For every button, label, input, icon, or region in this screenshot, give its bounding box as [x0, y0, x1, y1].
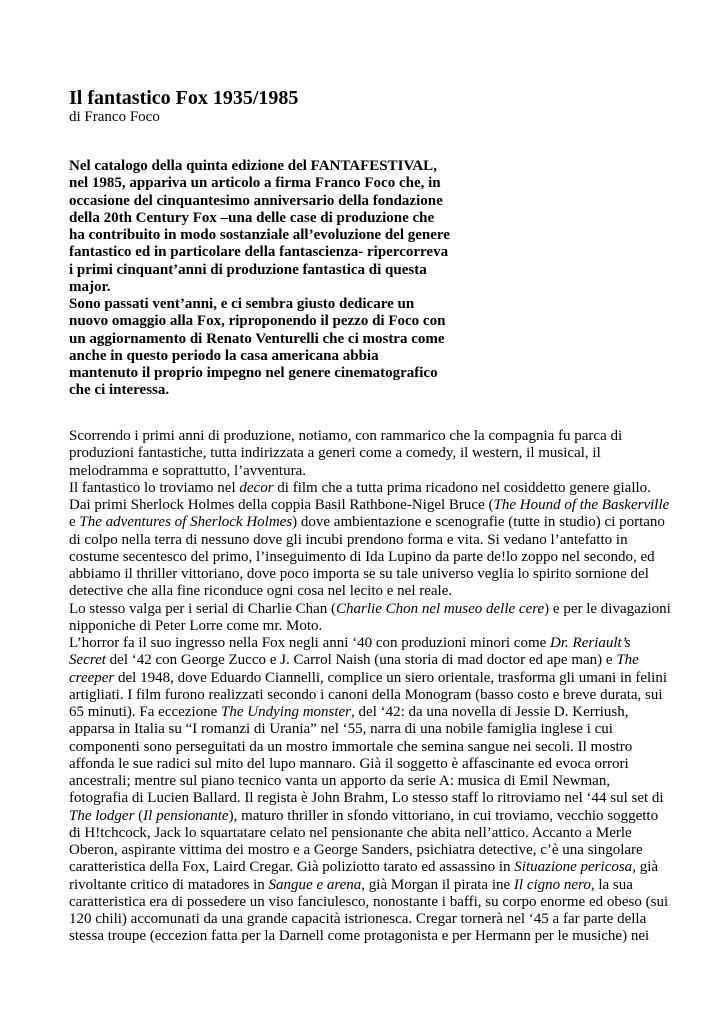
body-line [69, 497, 669, 514]
body-line [69, 790, 669, 807]
body-line [69, 618, 669, 635]
body-text-run: abbiamo il thriller vittoriano, dove poco importa se su tale universo veglia lo spirito sornione del [69, 566, 649, 582]
body-line [69, 859, 669, 876]
body-text-run: ancestrali; mentre sul piano tecnico vanta un apporto da serie A: musica di Emil Newman, [69, 773, 611, 789]
body-line [69, 583, 669, 600]
body-text-run: ) e per le divagazioni [544, 600, 671, 617]
body-line [69, 739, 669, 756]
italic-title-text: The lodger [69, 807, 135, 824]
body-line [69, 480, 669, 497]
body-line [69, 670, 669, 687]
body-text-run: melodramma e soprattutto, l’avventura. [69, 462, 307, 479]
italic-title-text: Situazione pericosa [514, 859, 633, 876]
body-text-run: fotografia di Lucien Ballard. Il regista è John Brahm, Lo stesso staff lo ritroviamo nel ‘44 sul set di [69, 790, 664, 807]
article-title: Il fantastico Fox 1935/1985 [69, 87, 299, 109]
italic-title-text: The Undying monster [221, 704, 352, 720]
body-line [69, 687, 669, 704]
body-text-run: rivoltante critico di matadores in [69, 876, 269, 893]
italic-title-text: Dr. Reriault’s [550, 635, 631, 651]
body-text-run: , già Morgan il pirata ine [361, 876, 514, 893]
intro-line: ha contribuito in modo sostanziale all’evoluzione del genere [69, 227, 450, 243]
intro-line: che ci interessa. [69, 382, 170, 399]
italic-title-text: Il pensionante [143, 807, 229, 824]
intro-line: nel 1985, appariva un articolo a firma Franco Foco che, in [69, 175, 441, 192]
body-line [69, 532, 669, 549]
body-text-run: 65 minuti). Fa eccezione [69, 704, 222, 720]
body-line [69, 445, 669, 462]
body-line [69, 428, 669, 445]
body-line [69, 652, 669, 669]
body-text-run: di colpo nella terra di nessuno dove gli incubi prendono forma e vita. Si vedano l’antefatto in [69, 531, 628, 548]
body-line [69, 635, 669, 652]
body-text-run: Il fantastico lo troviamo nel [69, 479, 240, 496]
intro-line: Sono passati vent’anni, e ci sembra giusto dedicare un [69, 296, 415, 312]
body-line [69, 566, 669, 583]
body-text-run: stessa troupe (eccezion fatta per la Darnell come protagonista e per Hermann per le musiche) nei [69, 928, 650, 945]
italic-title-text: Il cigno nero [513, 876, 591, 893]
body-text-run: del ‘42 con George Zucco e J. Carrol Naish (una storia di mad doctor ed ape man) e [105, 652, 617, 669]
intro-line: fantastico ed in particolare della fantascienza- ripercorreva [69, 244, 449, 261]
italic-title-text: The Hound of the Baskerville [493, 497, 670, 513]
body-text-run: Dai primi Sherlock Holmes della coppia Basil Rathbone-Nigel Bruce ( [69, 497, 494, 513]
body-text-run: produzioni fantastiche, tutta indirizzata a generi come a comedy, il western, il musical, il [69, 445, 601, 462]
body-text-run: , del ‘42: da una novella di Jessie D. Kerriush, [351, 704, 629, 720]
body-line [69, 773, 669, 790]
body-line [69, 911, 669, 928]
body-line [69, 721, 669, 738]
body-line [69, 756, 669, 773]
intro-line: nuovo omaggio alla Fox, riproponendo il pezzo di Foco con [69, 313, 446, 330]
body-line [69, 601, 669, 618]
body-text-run: Lo stesso valga per i serial di Charlie Chan ( [69, 600, 337, 617]
intro-line: anche in questo periodo la casa americana abbia [69, 347, 379, 364]
body-text-run: ) dove ambientazione e scenografie (tutte in studio) ci portano [292, 514, 665, 531]
intro-line: Nel catalogo della quinta edizione del FANTAFESTIVAL, [69, 158, 437, 174]
intro-paragraph [69, 158, 469, 400]
body-text-run: L’horror fa il suo ingresso nella Fox negli anni ‘40 con produzioni minori come [69, 635, 551, 651]
body-text-run: nipponiche di Peter Lorre come mr. Moto. [69, 617, 323, 634]
intro-line: i primi cinquant’anni di produzione fantastica di questa [69, 261, 427, 278]
intro-line: della 20th Century Fox –una delle case di produzione che [69, 209, 435, 226]
italic-title-text: Secret [69, 652, 106, 669]
body-text-run: 120 chili) accomunati da una grande capacità istrionesca. Cregar tornerà nel ‘45 a far parte della [69, 911, 647, 927]
body-text-run: costume secentesco del primo, l’inseguimento di Ida Lupino da parte de!lo zoppo nel secondo, ed [69, 548, 655, 565]
body-line [69, 894, 669, 911]
body-text-run: caratteristica era di possedere un viso fanciulesco, nonostante i baffi, su corpo enorme ed obeso (sui [69, 893, 669, 910]
body-text-run: ), maturo thriller in sfondo vittoriano, in cui troviamo, vecchio soggetto [228, 807, 659, 824]
intro-line: mantenuto il proprio impegno nel genere cinematografico [69, 365, 438, 381]
body-line [69, 514, 669, 531]
body-text-run: Scorrendo i primi anni di produzione, notiamo, con rammarico che la compagnia fu parca di [69, 428, 623, 444]
body-text-run: del 1948, dove Eduardo Ciannelli, complice un siero orientale, trasforma gli umani in felini [114, 669, 668, 686]
body-line [69, 549, 669, 566]
body-line [69, 842, 669, 859]
body-text-run: di film che a tutta prima ricadono nel cosiddetto genere giallo. [273, 479, 651, 496]
body-text-run: componenti sono perseguitati da un mostro immortale che semina sangue nei secoli. Il mostro [69, 738, 633, 755]
italic-title-text: creeper [69, 669, 115, 686]
body-text-run: , già [632, 859, 659, 876]
body-text-run: affonda le sue radici sul mito del lupo mannaro. Già il soggetto è affascinante ed evoca orrori [69, 755, 629, 772]
italic-title-text: The adventures of Sherlock Holmes [79, 514, 293, 531]
body-text-run: Oberon, aspirante vittima dei mostro e a George Sanders, psichiatra detective, c’è una singolare [69, 842, 643, 858]
body-line [69, 877, 669, 894]
italic-title-text: decor [239, 479, 274, 496]
body-text-run: detective che alla fine riconduce ogni cosa nel lecito e nel reale. [69, 583, 453, 600]
body-text-run: , la sua [590, 876, 633, 893]
body-text-run: artigliati. I film furono realizzati secondo i canoni della Monogram (basso costo e breve durata, sui [69, 686, 663, 703]
intro-line: major. [69, 278, 111, 295]
body-line [69, 463, 669, 480]
body-line [69, 808, 669, 825]
article-body [69, 428, 669, 946]
body-line [69, 928, 669, 945]
italic-title-text: Charlie Chon nel museo delle cere [336, 600, 545, 617]
body-text-run: apparsa in Italia su “I romanzi di Urania” nel ‘55, narra di una nobile famiglia inglese i cui [69, 721, 613, 738]
italic-title-text: The [616, 652, 639, 669]
intro-line: un aggiornamento di Renato Venturelli che ci mostra come [69, 330, 445, 347]
body-text-run: caratteristica della Fox, Laird Cregar. Già poliziotto tarato ed assassino in [69, 859, 515, 876]
article-byline: di Franco Foco [69, 109, 160, 125]
intro-line: occasione del cinquantesimo anniversario della fondazione [69, 192, 443, 209]
body-line [69, 704, 669, 721]
body-text-run: di H!tchcock, Jack lo squartatare celato nel pensionante che abita nell’attico. Accanto a Merle [69, 824, 632, 841]
body-text-run: ( [134, 807, 144, 824]
body-text-run: e [69, 514, 80, 531]
body-line [69, 825, 669, 842]
italic-title-text: Sangue e arena [268, 876, 362, 893]
